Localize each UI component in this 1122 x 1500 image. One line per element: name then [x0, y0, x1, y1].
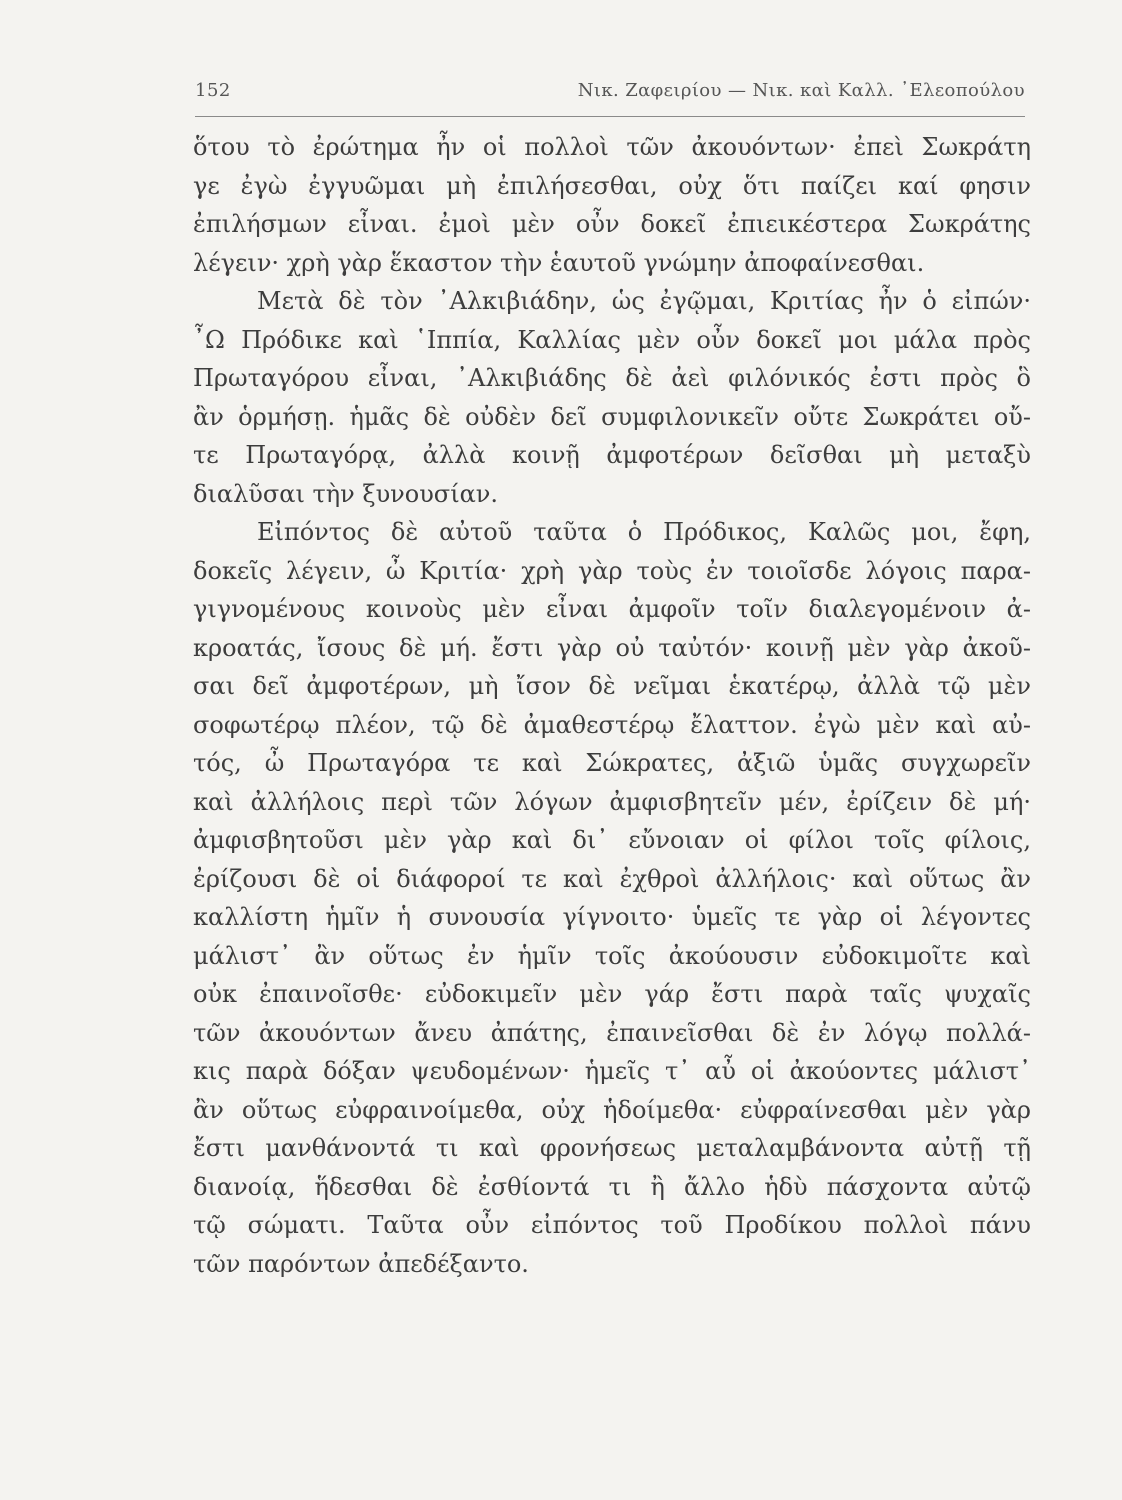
running-head: Νικ. Ζαφειρίου — Νικ. καὶ Καλλ. ᾿Ελεοπούλου	[577, 80, 1025, 101]
text-line: ῏Ω Πρόδικε καὶ ῾Ιππία, Καλλίας μὲν οὖν δοκεῖ μοι μάλα πρὸς	[193, 325, 1031, 354]
text-line: ἂν ὁρμήσῃ. ἡμᾶς δὲ οὐδὲν δεῖ συμφιλονικεῖν οὔτε Σωκράτει οὔ-	[193, 402, 1031, 431]
text-line: ὅτου τὸ ἐρώτημα ἦν οἱ πολλοὶ τῶν ἀκουόντων· ἐπεὶ Σωκράτη	[193, 133, 1031, 161]
paragraph	[193, 128, 1031, 282]
text-line: λέγειν· χρὴ γὰρ ἕκαστον τὴν ἑαυτοῦ γνώμην ἀποφαίνεσθαι.	[193, 248, 925, 277]
page-header	[195, 80, 1025, 110]
text-line: ἐπιλήσμων εἶναι. ἐμοὶ μὲν οὖν δοκεῖ ἐπιεικέστερα Σωκράτης	[193, 210, 1031, 238]
text-line: γε ἐγὼ ἐγγυῶμαι μὴ ἐπιλήσεσθαι, οὐχ ὅτι παίζει καί φησιν	[193, 171, 1031, 200]
text-line: ἔστι μανθάνοντά τι καὶ φρονήσεως μεταλαμβάνοντα αὐτῇ τῇ	[193, 1134, 1031, 1162]
text-line: κις παρὰ δόξαν ψευδομένων· ἡμεῖς τ᾿ αὖ οἱ ἀκούοντες μάλιστ᾿	[193, 1057, 1031, 1085]
text-line: διαλῦσαι τὴν ξυνουσίαν.	[193, 479, 499, 508]
text-line: μάλιστ᾿ ἂν οὕτως ἐν ἡμῖν τοῖς ἀκούουσιν εὐδοκιμοῖτε καὶ	[193, 941, 1031, 970]
body-text	[193, 128, 1031, 1283]
text-line: καλλίστη ἡμῖν ἡ συνουσία γίγνοιτο· ὑμεῖς τε γὰρ οἱ λέγοντες	[193, 903, 1031, 931]
paragraph	[193, 513, 1031, 1283]
text-line: τε Πρωταγόρᾳ, ἀλλὰ κοινῇ ἀμφοτέρων δεῖσθαι μὴ μεταξὺ	[193, 441, 1031, 469]
text-line: Μετὰ δὲ τὸν ᾿Αλκιβιάδην, ὡς ἐγῷμαι, Κριτίας ἦν ὁ εἰπών·	[257, 287, 1031, 315]
text-line: δοκεῖς λέγειν, ὦ Κριτία· χρὴ γὰρ τοὺς ἐν τοιοῖσδε λόγοις παρα-	[193, 556, 1031, 585]
header-rule	[195, 116, 1025, 117]
text-line: τῷ σώματι. Ταῦτα οὖν εἰπόντος τοῦ Προδίκου πολλοὶ πάνυ	[193, 1211, 1031, 1239]
text-line: Πρωταγόρου εἶναι, ᾿Αλκιβιάδης δὲ ἀεὶ φιλόνικός ἐστι πρὸς ὃ	[193, 364, 1031, 392]
text-line: γιγνομένους κοινοὺς μὲν εἶναι ἀμφοῖν τοῖν διαλεγομένοιν ἀ-	[193, 595, 1031, 623]
paragraph	[193, 282, 1031, 513]
page-number: 152	[195, 80, 231, 101]
text-line: καὶ ἀλλήλοις περὶ τῶν λόγων ἀμφισβητεῖν μέν, ἐρίζειν δὲ μή·	[193, 787, 1031, 816]
text-line: σαι δεῖ ἀμφοτέρων, μὴ ἴσον δὲ νεῖμαι ἑκατέρῳ, ἀλλὰ τῷ μὲν	[193, 672, 1031, 700]
text-line: σοφωτέρῳ πλέον, τῷ δὲ ἀμαθεστέρῳ ἔλαττον. ἐγὼ μὲν καὶ αὐ-	[193, 710, 1031, 739]
text-line: οὐκ ἐπαινοῖσθε· εὐδοκιμεῖν μὲν γάρ ἔστι παρὰ ταῖς ψυχαῖς	[193, 980, 1031, 1008]
text-line: τῶν ἀκουόντων ἄνευ ἀπάτης, ἐπαινεῖσθαι δὲ ἐν λόγῳ πολλά-	[193, 1018, 1031, 1047]
text-line: ἂν οὕτως εὐφραινοίμεθα, οὐχ ἡδοίμεθα· εὐφραίνεσθαι μὲν γὰρ	[193, 1095, 1031, 1124]
text-line: ἀμφισβητοῦσι μὲν γὰρ καὶ δι᾿ εὔνοιαν οἱ φίλοι τοῖς φίλοις,	[193, 826, 1031, 854]
text-line: Εἰπόντος δὲ αὐτοῦ ταῦτα ὁ Πρόδικος, Καλῶς μοι, ἔφη,	[257, 518, 1031, 546]
text-line: διανοίᾳ, ἥδεσθαι δὲ ἐσθίοντά τι ἢ ἄλλο ἡδὺ πάσχοντα αὐτῷ	[193, 1172, 1031, 1201]
text-line: τός, ὦ Πρωταγόρα τε καὶ Σώκρατες, ἀξιῶ ὑμᾶς συγχωρεῖν	[193, 749, 1031, 777]
text-line: ἐρίζουσι δὲ οἱ διάφοροί τε καὶ ἐχθροὶ ἀλλήλοις· καὶ οὕτως ἂν	[193, 864, 1031, 893]
text-line: κροατάς, ἴσους δὲ μή. ἔστι γὰρ οὐ ταὐτόν· κοινῇ μὲν γὰρ ἀκοῦ-	[193, 633, 1031, 662]
text-line: τῶν παρόντων ἀπεδέξαντο.	[193, 1249, 529, 1278]
